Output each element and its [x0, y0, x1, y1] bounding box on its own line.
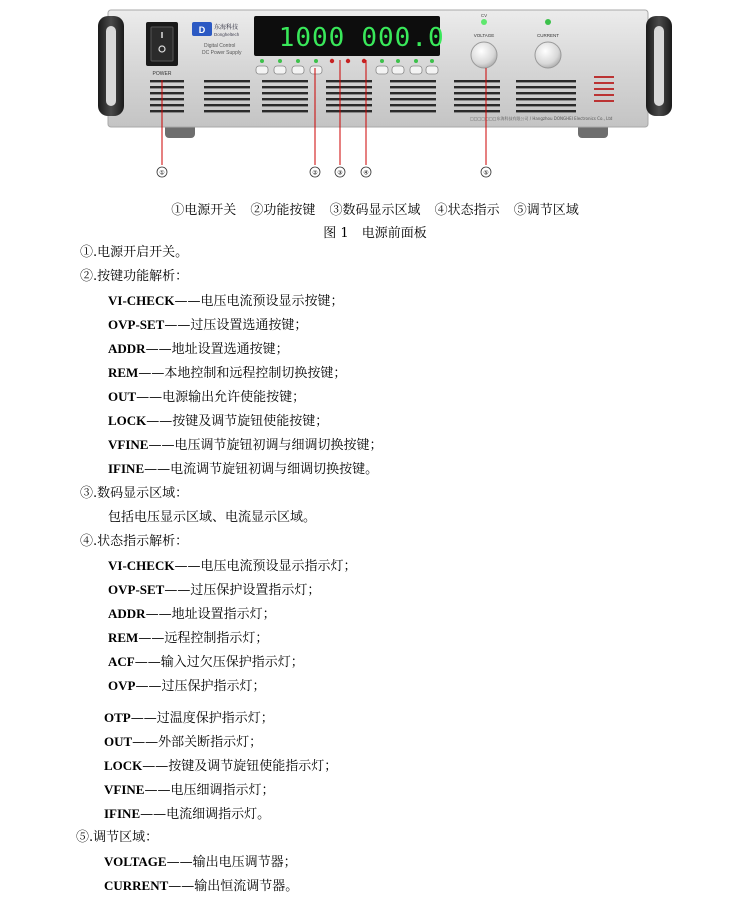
current-knob: [535, 42, 561, 68]
list-item: [108, 605, 276, 624]
item-key: ACF: [108, 654, 135, 669]
callout-5: ⑤: [483, 169, 489, 177]
vent-slot: [262, 110, 308, 112]
item-desc: ——电压细调指示灯；: [144, 783, 275, 798]
vent-slot: [150, 92, 184, 94]
item-key: LOCK: [104, 758, 143, 773]
list-item: [108, 436, 382, 455]
vent-slot: [390, 80, 436, 82]
item-key: OVP-SET: [108, 582, 165, 597]
item-key: CURRENT: [104, 878, 169, 893]
vent-slot: [390, 92, 436, 94]
vent-slot: [454, 104, 500, 106]
list-item: [108, 677, 265, 696]
vent-slot: [150, 98, 184, 100]
vent-slot: [204, 98, 250, 100]
vent-slot: [516, 98, 576, 100]
voltage-knob: [471, 42, 497, 68]
vent-slot: [326, 104, 372, 106]
item-desc: ——按键及调节旋钮使能指示灯；: [142, 759, 338, 774]
vent-slot: [326, 98, 372, 100]
vent-slot: [454, 110, 500, 112]
vent-slot: [326, 92, 372, 94]
list-item: [108, 388, 305, 407]
brand-name: 东海科技: [214, 24, 239, 31]
callout-2: ②: [312, 169, 318, 177]
current-display: 000.0: [361, 23, 445, 53]
vent-slot: [204, 110, 250, 112]
vent-slot: [150, 80, 184, 82]
list-item: [108, 316, 307, 335]
vent-slot: [516, 80, 576, 82]
vent-slot: [262, 98, 308, 100]
section-5-title: ⑤.调节区域：: [76, 830, 159, 845]
item-key: OVP-SET: [108, 317, 165, 332]
item-key: VOLTAGE: [104, 854, 167, 869]
item-desc: ——按键及调节旋钮使能按键；: [146, 414, 329, 429]
section-4-title: ④.状态指示解析：: [80, 534, 189, 549]
vent-slot: [390, 110, 436, 112]
vent-slot: [204, 92, 250, 94]
vent-slot: [390, 98, 436, 100]
voltage-display: 1000: [278, 23, 346, 53]
item-desc: ——过压保护设置指示灯；: [164, 583, 321, 598]
list-item: [104, 709, 274, 728]
item-key: OVP: [108, 678, 136, 693]
item-key: VFINE: [108, 437, 149, 452]
section-3-title: ③.数码显示区域：: [80, 486, 189, 501]
item-key: LOCK: [108, 413, 147, 428]
item-desc: ——过压保护指示灯；: [135, 679, 266, 694]
list-item: [104, 805, 270, 824]
item-desc: ——电压电流预设显示按键；: [174, 294, 344, 309]
list-item: [108, 460, 378, 479]
vent-slot: [390, 86, 436, 88]
vent-slot: [454, 98, 500, 100]
item-desc: ——电流细调指示灯。: [140, 807, 271, 822]
list-item: [108, 629, 268, 648]
vent-slot: [204, 80, 250, 82]
list-item: [108, 557, 356, 576]
vent-slot: [390, 104, 436, 106]
item-key: OUT: [108, 389, 137, 404]
vent-slot: [150, 86, 184, 88]
power-label: POWER: [152, 71, 172, 77]
vent-slot: [326, 86, 372, 88]
item-desc: ——输出电压调节器；: [166, 855, 297, 870]
item-desc: ——本地控制和远程控制切换按键；: [138, 366, 347, 381]
left-handle-hole: [106, 26, 116, 106]
item-key: REM: [108, 630, 139, 645]
vent-slot: [326, 80, 372, 82]
item-key: IFINE: [108, 461, 145, 476]
section-2-title: ②.按键功能解析：: [80, 269, 189, 284]
list-item: [108, 292, 343, 311]
legend-caption: ①电源开关 ②功能按键 ③数码显示区域 ④状态指示 ⑤调节区域: [171, 203, 579, 218]
vent-slot: [262, 92, 308, 94]
section-3-text: 包括电压显示区域、电流显示区域。: [108, 510, 317, 525]
right-handle-hole: [654, 26, 664, 106]
item-desc: ——地址设置选通按键；: [145, 342, 289, 357]
callout-4: ④: [363, 169, 369, 177]
vent-slot: [454, 80, 500, 82]
vent-slot: [326, 110, 372, 112]
list-item: [108, 340, 289, 359]
item-desc: ——远程控制指示灯；: [138, 631, 269, 646]
item-desc: ——过压设置选通按键；: [164, 318, 308, 333]
item-desc: ——地址设置指示灯；: [145, 607, 276, 622]
vent-slot: [150, 110, 184, 112]
item-key: OTP: [104, 710, 131, 725]
brand-sub: Dongheltech: [214, 32, 240, 37]
item-desc: ——电源输出允许使能按键；: [136, 390, 306, 405]
callout-circles: [157, 167, 491, 177]
item-key: IFINE: [104, 806, 141, 821]
item-desc: ——电压调节旋钮初调与细调切换按键；: [148, 438, 383, 453]
list-item: [104, 853, 297, 872]
current-led: [545, 19, 551, 25]
item-desc: ——输入过欠压保护指示灯；: [134, 655, 304, 670]
list-item: [104, 781, 274, 800]
vent-slot: [516, 104, 576, 106]
list-item: [104, 757, 337, 776]
voltage-led: [481, 19, 487, 25]
item-desc: ——输出恒流调节器。: [168, 879, 299, 894]
led-top-label: CV: [480, 13, 488, 18]
current-knob-label: CURRENT: [537, 33, 559, 38]
voltage-knob-label: VOLTAGE: [473, 33, 495, 38]
vent-slot: [516, 110, 576, 112]
list-item: [108, 364, 346, 383]
item-key: OUT: [104, 734, 133, 749]
item-key: ADDR: [108, 341, 146, 356]
item-desc: ——外部关断指示灯；: [132, 735, 263, 750]
vent-slot: [516, 92, 576, 94]
callout-1: ①: [159, 169, 165, 177]
vent-slot: [454, 86, 500, 88]
vent-slot: [204, 104, 250, 106]
item-key: ADDR: [108, 606, 146, 621]
section-1-title: ①.电源开启开关。: [80, 245, 189, 260]
figure-caption: 图 1 电源前面板: [323, 226, 427, 241]
svg-text:D: D: [198, 25, 206, 35]
vent-slot: [454, 92, 500, 94]
vent-slot: [516, 86, 576, 88]
item-key: VI-CHECK: [108, 293, 175, 308]
model-line1: Digital Control: [204, 43, 236, 49]
vent-slot: [204, 86, 250, 88]
list-item: [108, 412, 328, 431]
list-item: [104, 877, 298, 896]
item-desc: ——电压电流预设显示指示灯；: [174, 559, 357, 574]
item-desc: ——电流调节旋钮初调与细调切换按键。: [144, 462, 379, 477]
company-text: □□□□□□□东海科技有限公司 / Hangzhou DONGHEI Electronics Co., Ltd: [470, 116, 613, 121]
vent-slot: [262, 80, 308, 82]
power-supply-front-panel-figure: [0, 0, 750, 185]
item-desc: ——过温度保护指示灯；: [130, 711, 274, 726]
list-item: [108, 581, 320, 600]
vent-slot: [262, 86, 308, 88]
item-key: VI-CHECK: [108, 558, 175, 573]
item-key: REM: [108, 365, 139, 380]
vent-slot: [150, 104, 184, 106]
vent-slot: [262, 104, 308, 106]
callout-3: ③: [337, 169, 343, 177]
list-item: [108, 653, 304, 672]
model-line2: DC Power Supply: [202, 50, 242, 56]
list-item: [104, 733, 262, 752]
item-key: VFINE: [104, 782, 145, 797]
